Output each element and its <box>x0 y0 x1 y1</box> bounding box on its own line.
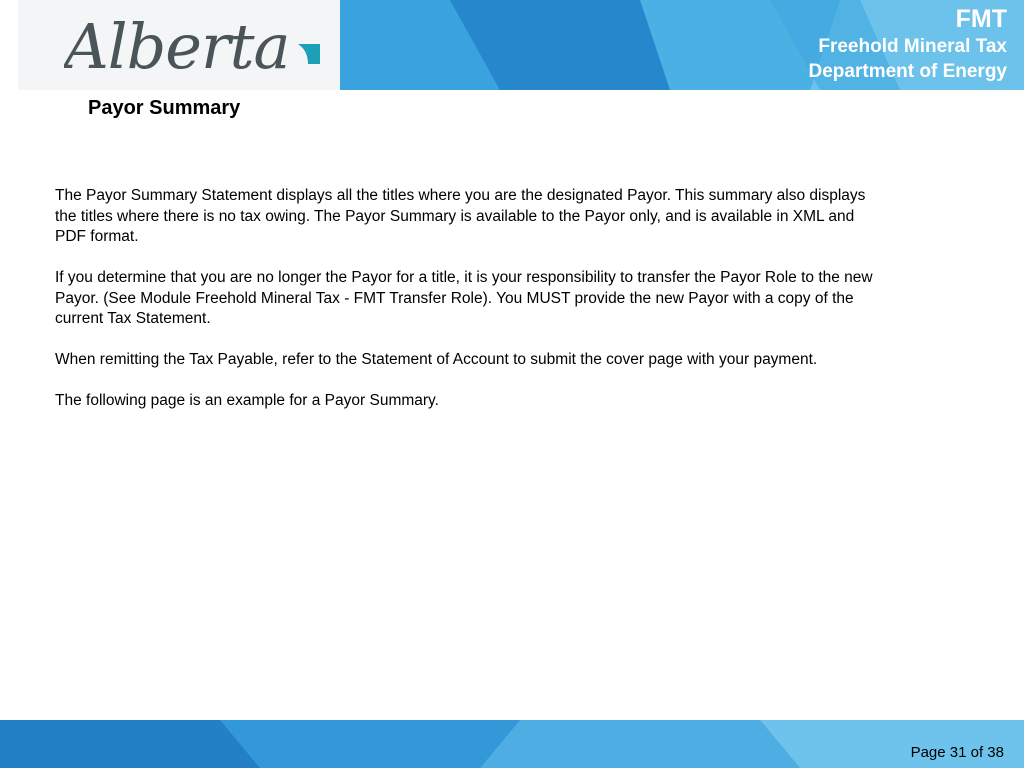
alberta-logo-text: Alberta <box>64 10 290 78</box>
footer-bar <box>0 720 1024 768</box>
paragraph: The following page is an example for a Payor Summary. <box>55 392 439 409</box>
footer-background <box>0 720 1024 768</box>
program-name: Freehold Mineral Tax <box>818 36 1007 57</box>
page-number: Page 31 of 38 <box>910 744 1004 761</box>
paragraph: When remitting the Tax Payable, refer to the Statement of Account to submit the cover page with your payment. <box>55 351 818 368</box>
body-text <box>55 186 885 432</box>
alberta-logo <box>64 10 320 78</box>
program-code: FMT <box>955 5 1007 33</box>
header-banner <box>340 0 1024 90</box>
paragraph: If you determine that you are no longer the Payor for a title, it is your responsibility to transfer the Payor Role to the new Payor. (See Module Freehold Mineral Tax - FMT Transfer Role). You MUST provide the new Payor with a copy of the current Tax Statement. <box>55 269 873 327</box>
department-name: Department of Energy <box>808 61 1007 82</box>
paragraph: The Payor Summary Statement displays all the titles where you are the designated Payor. This summary also displays the titles where there is no tax owing. The Payor Summary is available to the Payor only, and is available in XML and PDF format. <box>55 187 866 245</box>
alberta-logo-mark <box>298 44 320 64</box>
page-title: Payor Summary <box>88 97 241 119</box>
logo-area <box>18 0 340 90</box>
header <box>0 0 1024 90</box>
banner-text <box>809 4 1007 84</box>
